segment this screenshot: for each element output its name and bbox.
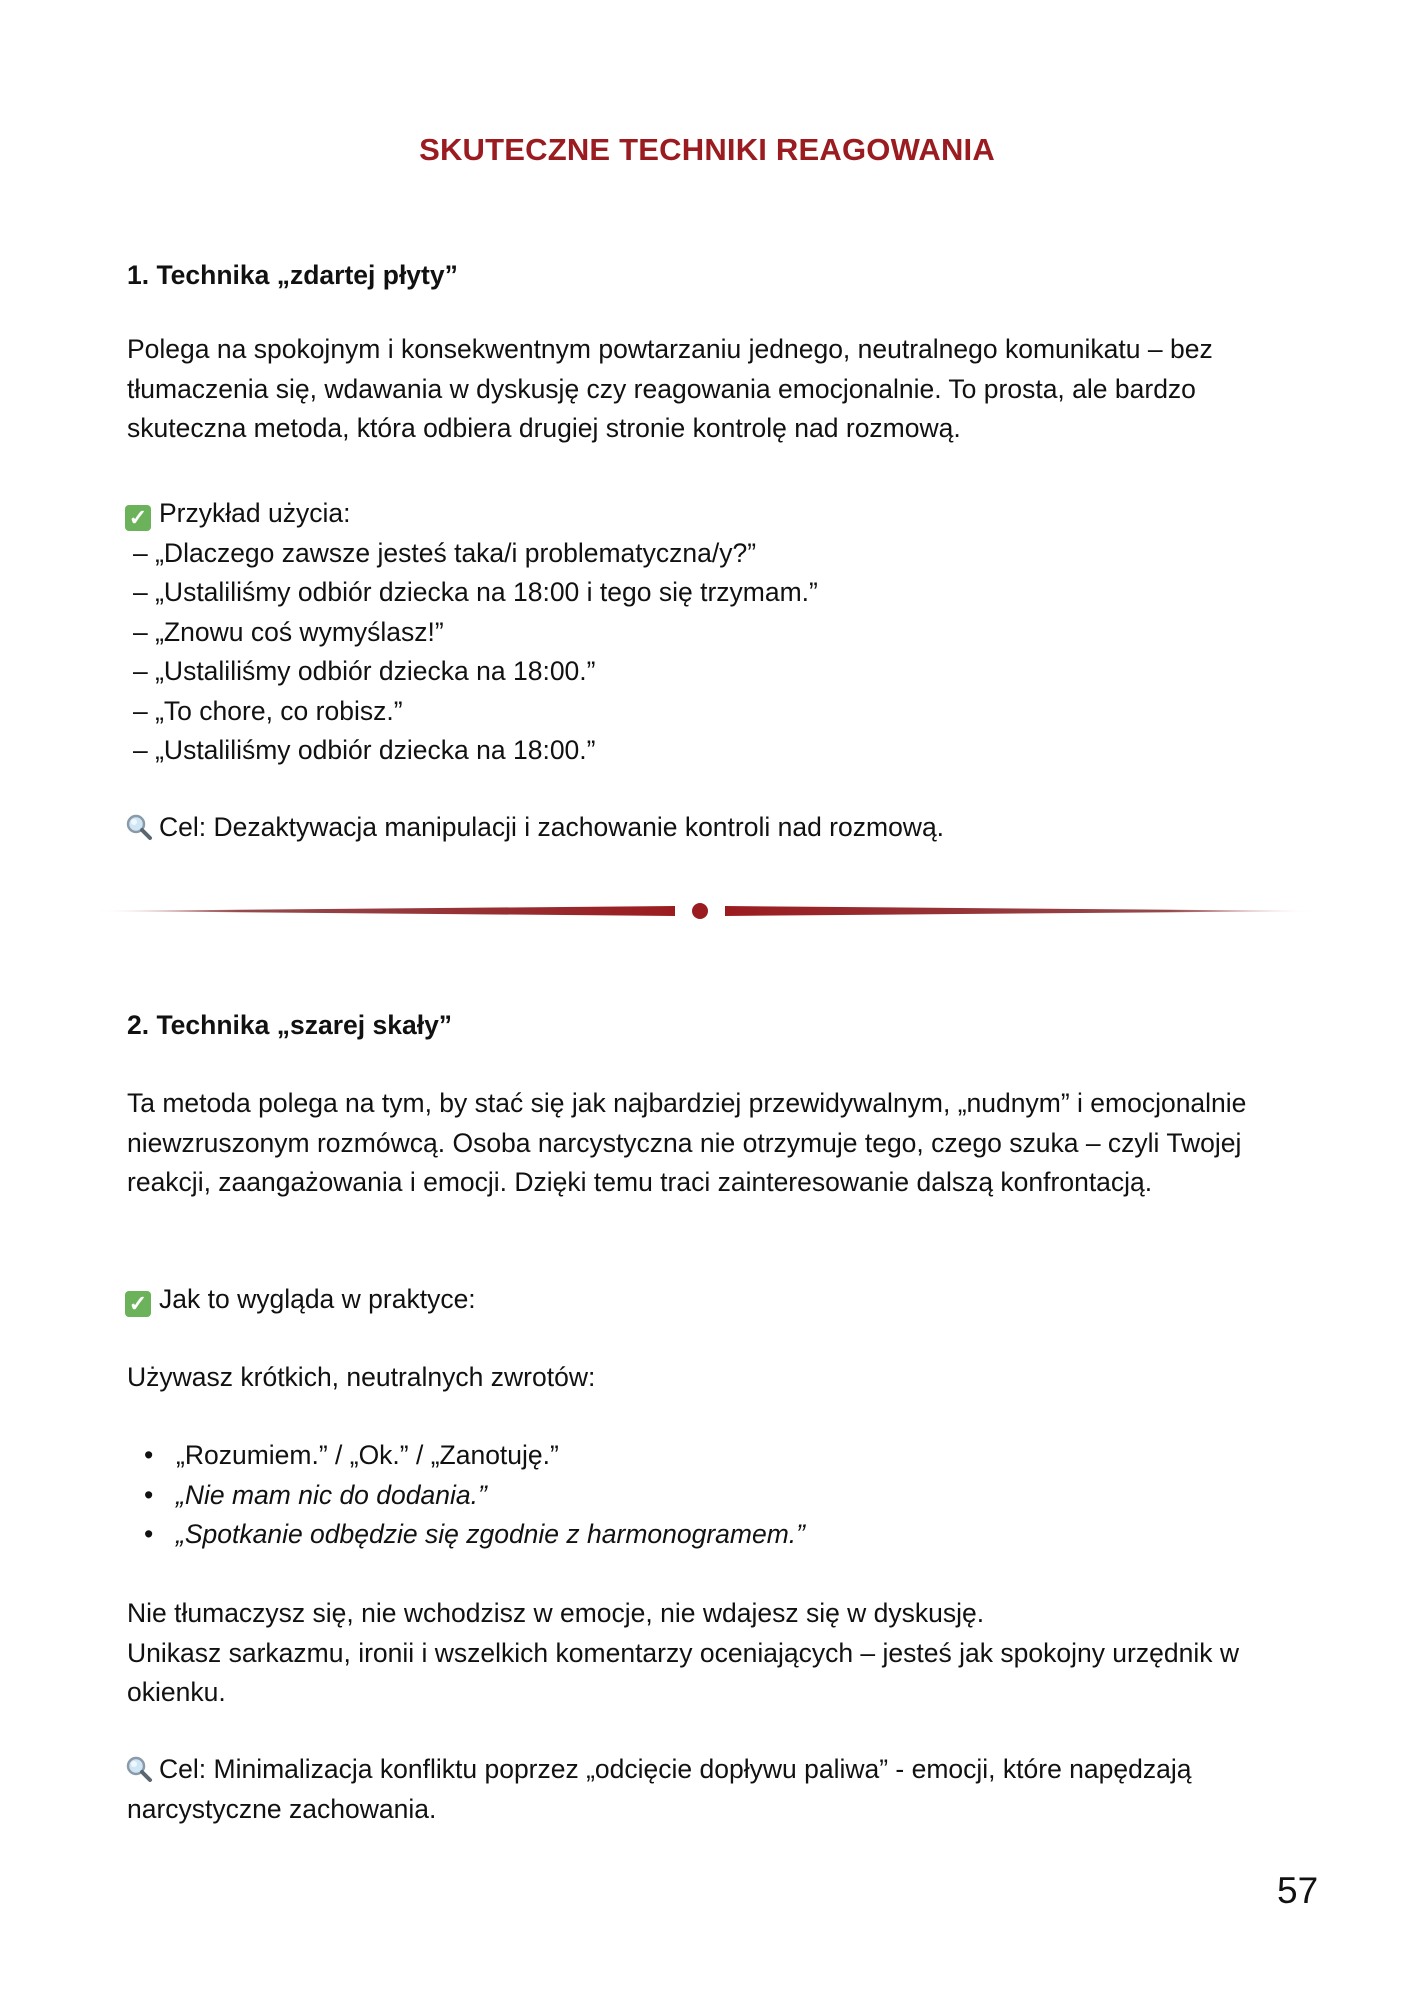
section2-closing	[127, 1594, 1287, 1713]
divider-center-dot	[692, 903, 708, 919]
phrase-item	[127, 1515, 805, 1555]
example-label: Przykład użycia:	[159, 498, 351, 528]
check-mark-icon: ✓	[125, 1291, 151, 1317]
section1-example	[127, 494, 818, 771]
closing-line-1: Nie tłumaczysz się, nie wchodzisz w emocje, nie wdajesz się w dyskusję.	[127, 1598, 985, 1628]
magnifying-glass-icon	[125, 813, 153, 841]
phrase-item	[127, 1436, 805, 1476]
section1-paragraph: Polega na spokojnym i konsekwentnym powtarzaniu jednego, neutralnego komunikatu – bez tłumaczenia się, wdawania w dyskusję czy reagowania emocjonalnie. To prosta, ale bardzo skuteczna metoda, która odbiera drugiej stronie kontrolę nad rozmową.	[127, 334, 1213, 443]
page-number: 57	[1277, 1870, 1319, 1911]
example-line: – „Znowu coś wymyślasz!”	[133, 616, 444, 647]
closing-line-2: Unikasz sarkazmu, ironii i wszelkich komentarzy oceniających – jesteś jak spokojny urzędnik w okienku.	[127, 1637, 1239, 1707]
example-line: – „Ustaliliśmy odbiór dziecka na 18:00.”	[133, 735, 596, 765]
example-line: – „To chore, co robisz.”	[133, 695, 403, 726]
bullet-icon: •	[144, 1440, 154, 1470]
section1-goal-text: Cel: Dezaktywacja manipulacji i zachowanie kontroli nad rozmową.	[159, 812, 945, 842]
section-divider	[95, 896, 1315, 926]
bullet-icon: •	[144, 1479, 154, 1510]
phrase-text: „Spotkanie odbędzie się zgodnie z harmonogramem.”	[176, 1519, 805, 1549]
divider-left-bar	[95, 906, 675, 916]
section2-paragraph: Ta metoda polega na tym, by stać się jak najbardziej przewidywalnym, „nudnym” i emocjonalnie niewzruszonym rozmówcą. Osoba narcystyczna nie otrzymuje tego, czego szuka – czyli Twojej reakcji, zaangażowania i emocji. Dzięki temu traci zainteresowanie dalszą konfrontacją.	[127, 1088, 1247, 1197]
example-line: – „Dlaczego zawsze jesteś taka/i problematyczna/y?”	[133, 537, 757, 568]
section2-goal-text: Cel: Minimalizacja konfliktu poprzez „odcięcie dopływu paliwa” - emocji, które napędzają narcystyczne zachowania.	[127, 1754, 1192, 1824]
check-mark-icon: ✓	[125, 505, 151, 531]
section2-goal	[127, 1750, 1287, 1829]
phrase-text: „Nie mam nic do dodania.”	[176, 1479, 487, 1510]
phrases-intro: Używasz krótkich, neutralnych zwrotów:	[127, 1362, 596, 1392]
section1-heading: 1. Technika „zdartej płyty”	[127, 260, 458, 290]
practice-label: Jak to wygląda w praktyce:	[159, 1284, 476, 1314]
phrase-item	[127, 1476, 805, 1516]
example-line: – „Ustaliliśmy odbiór dziecka na 18:00 i tego się trzymam.”	[133, 577, 818, 607]
bullet-icon: •	[144, 1519, 154, 1549]
example-label-line	[127, 494, 818, 534]
section2-practice	[127, 1280, 476, 1320]
section1-goal	[127, 808, 944, 848]
example-line: – „Ustaliliśmy odbiór dziecka na 18:00.”	[133, 656, 596, 686]
phrase-text: „Rozumiem.” / „Ok.” / „Zanotuję.”	[176, 1440, 559, 1470]
phrases-list	[127, 1436, 805, 1555]
page-title: SKUTECZNE TECHNIKI REAGOWANIA	[419, 132, 995, 167]
divider-right-bar	[725, 906, 1315, 916]
section2-heading: 2. Technika „szarej skały”	[127, 1010, 453, 1040]
magnifying-glass-icon	[125, 1755, 153, 1783]
